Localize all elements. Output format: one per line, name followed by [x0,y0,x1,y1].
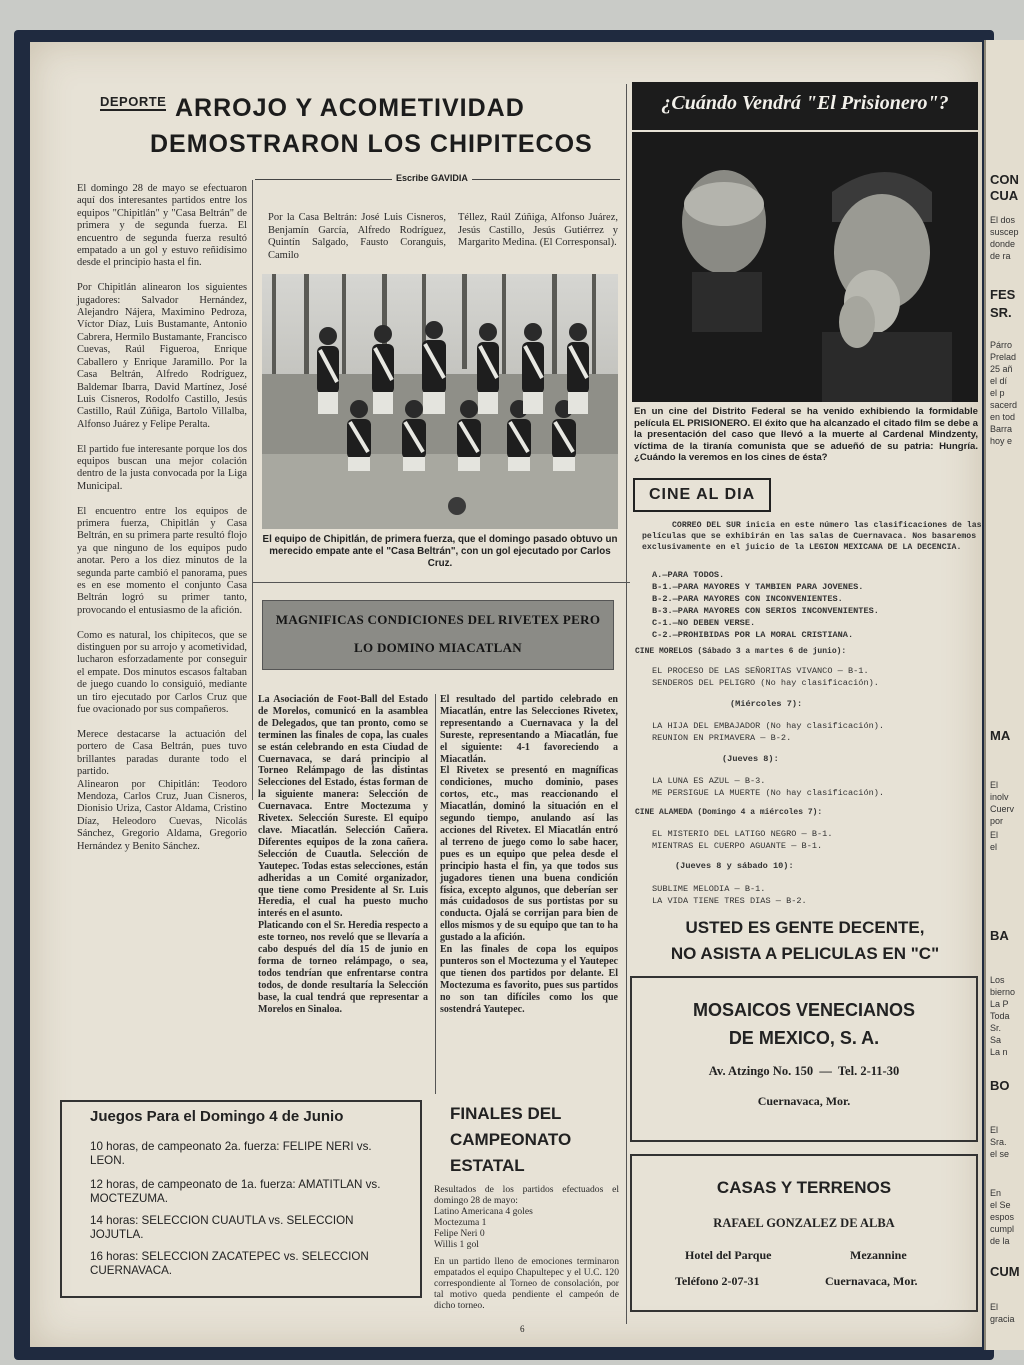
np-text: en tod [990,412,1016,422]
newspaper-page [30,42,982,1347]
np-text: bierno [990,987,1016,997]
ad-casas-mezzanine: Mezannine [850,1248,907,1262]
section-divider [252,582,630,583]
rating-b2: B-2.—PARA MAYORES CON INCONVENIENTES. [652,594,843,604]
slogan-line-2: NO ASISTA A PELICULAS EN "C" [670,944,940,963]
alameda-heading: CINE ALAMEDA (Domingo 4 a miércoles 7): [635,808,823,817]
ad-casas-title: CASAS Y TERRENOS [716,1178,892,1197]
rating-c1: C-1.—NO DEBEN VERSE. [652,618,756,628]
ad-mosaicos-line-2: DE MEXICO, S. A. [728,1028,880,1048]
ad-casas-phone: Teléfono 2-07-31 [675,1274,760,1288]
finales-result-1: Latino Americana 4 goles [434,1206,533,1217]
np-text: suscep [990,227,1019,237]
alameda-film-2: MIENTRAS EL CUERPO AGUANTE — B-1. [652,841,823,851]
np-text: el dí [990,376,1008,386]
schedule-title: Juegos Para el Domingo 4 de Junio [90,1108,344,1125]
finales-intro: Resultados de los partidos efectuados el domingo 28 de mayo: [434,1184,619,1206]
np-text: BA [990,928,1009,943]
morelos-film-5: LA LUNA ES AZUL — B-3. [652,776,766,786]
cine-intro: CORREO DEL SUR inicia en este número las clasificaciones de las películas que se exhibirán en las salas de Cuernavaca. Nos basaremos exclusivamente en el juicio de la LEGION MEXICANA DE LA DECENCIA. [642,521,982,552]
alameda-film-4: LA VIDA TIENE TRES DIAS — B-2. [652,896,807,906]
finales-title-3: ESTATAL [450,1156,525,1175]
np-text: espos [990,1212,1015,1222]
rivetex-headline-2: LO DOMINO MIACATLAN [354,640,522,655]
morelos-film-2: SENDEROS DEL PELIGRO (No hay clasificación). [652,678,879,688]
np-text: gracia [990,1314,1015,1324]
rating-b3: B-3.—PARA MAYORES CON SERIOS INCONVENIENTES. [652,606,879,616]
morelos-heading: CINE MORELOS (Sábado 3 a martes 6 de junio): [635,647,847,656]
np-text: El [990,1302,999,1312]
np-text: Sra. [990,1137,1007,1147]
np-text: La n [990,1047,1008,1057]
np-text: hoy e [990,436,1013,446]
np-text: el se [990,1149,1010,1159]
ad-casas-name: RAFAEL GONZALEZ DE ALBA [713,1216,895,1230]
np-text: Toda [990,1011,1010,1021]
finales-result-2: Moctezuma 1 [434,1217,487,1228]
rivetex-header-box [262,600,614,670]
np-text: El [990,780,999,790]
rivetex-headline-1: MAGNIFICAS CONDICIONES DEL RIVETEX PERO [275,612,601,627]
ad-mosaicos-city: Cuernavaca, Mor. [757,1094,851,1108]
adjacent-page-edge [984,40,1024,1350]
cine-title: CINE AL DIA [633,478,771,512]
headline-line-1: ARROJO Y ACOMETIVIDAD [175,94,525,122]
article-column-1: El domingo 28 de mayo se efectuaron aquí dos interesantes partidos entre los equipos "Chipitlán" y "Casa Beltrán" de primera y de segunda fuerza. El encuentro de segunda fuerza resultó empatado a un gol y estuvo reñidísimo desde el principio hasta el fin. Por Chipitlán alinearon los siguientes jugadores: Salvador Hernández, Alejandro Nájera, Maximino Pedroza, Víctor Díaz, Luis Bustamante, Antonio Cabrera, Hermilo Bustamante, Francisco Cuevas, Raúl Figueroa, Enrique Caballero y Enrique Jaramillo. Por la Casa Beltrán, Alfredo Rodríguez, Baldemar Ibarra, David Martínez, José Luis Cisneros, Rodolfo Castillo, Jesús Castillo, Raúl Zúñiga, Bartolo Villalba, Alfonso Juárez y Felipe Peralta. El partido fue interesante porque los dos equipos buscan una mejor colación dentro de la justa convocada por la Liga Municipal. El encuentro entre los equipos de primera fuerza, Chipitlán y Casa Beltrán, en su primera parte resultó flojo ya que ninguno de los equipos pudo anotar. Pero a los diez minutos de la segunda parte cambió el panorama, pues es en ese momento el conjunto Casa Beltrán logró su primer tanto, provocando el entusiasmo de la afición. Como es natural, los chipitecos, que se distinguen por su arrojo y acometividad, lucharon esforzadamente por conseguir el empate. Dos minutos escasos faltaban de juego cuando lo consiguió, mediante un tiro ejecutado por Carlos Cruz que fue ovacionado por sus compañeros. Merece destacarse la actuación del portero de Casa Beltrán, pues tuvo brillantes paradas durante todo el partido. Alinearon por Chipitlán: Teodoro Mendoza, Carlos Cruz, Juan Cisneros, Dionisio Uriza, Castor Aldama, Cristino Díaz, Heleodoro Cuevas, Nicolás Sánchez, Gregorio Aldama, Gregorio Hernández y Benito Sánchez. [77,183,247,852]
np-text: El dos [990,215,1016,225]
article-column-3: Téllez, Raúl Zúñiga, Alfonso Juárez, Jesús Castillo, Jesús Gutiérrez y Margarito Medina. (El Corresponsal). [458,212,618,249]
ad-mosaicos-line-1: MOSAICOS VENECIANOS [692,1000,916,1020]
np-text: sacerd [990,400,1018,410]
np-text: donde [990,239,1016,249]
rivetex-column-a: La Asociación de Foot-Ball del Estado de Morelos, comunicó en la asamblea de Delegados, que tan pronto, como se terminen las finales de copa, las cuales se están celebrando en esta Ciudad de Cuernavaca, se dará principio al Torneo Relámpago de las distintas Selecciones del Estado, éstas forman de la siguiente manera: Selección de Cuernavaca. Entre Moctezuma y Rivetex. Selección Sureste. El equipo clave. Miacatlán. Selección Cañera. Diferentes equipos de la zona cañera. Selección de Cuautla. Selección de Yautepec. Todas estas selecciones, están adheridas a un Comité organizador, que tiene como Presidente al Sr. Luis Heredia, el cual ha puesto mucho interés en el asunto. Platicando con el Sr. Heredia respecto a este torneo, nos reveló que se llevaría a cabo después del día 15 de junio en forma de torneo relámpago, o sea, todos tendrían que enfrentarse contra todos, de donde resultaría la Selección base, la cual tendrá que representar a Morelos en Sinaloa. [258,694,428,1015]
column-rule-right [626,84,627,1324]
morelos-film-4: REUNION EN PRIMAVERA — B-2. [652,733,792,743]
schedule-item-1: 10 horas, de campeonato 2a. fuerza: FELIPE NERI vs. LEON. [90,1140,372,1167]
rating-b1: B-1.—PARA MAYORES Y TAMBIEN PARA JOVENES. [652,582,864,592]
schedule-item-3: 14 horas: SELECCION CUAUTLA vs. SELECCION JOJUTLA. [90,1214,354,1241]
morelos-film-3: LA HIJA DEL EMBAJADOR (No hay clasificación). [652,721,885,731]
np-text: de la [990,1236,1010,1246]
miercoles-heading: (Miércoles 7): [730,699,803,709]
np-text: Prelad [990,352,1017,362]
np-text: Sa [990,1035,1002,1045]
schedule-item-2: 12 horas, de campeonato de 1a. fuerza: AMATITLAN vs. MOCTEZUMA. [90,1178,381,1205]
np-text: Sr. [990,1023,1002,1033]
np-text: El [990,830,999,840]
alameda-film-1: EL MISTERIO DEL LATIGO NEGRO — B-1. [652,829,833,839]
ad-casas-city: Cuernavaca, Mor. [825,1274,918,1288]
np-text: el [990,842,998,852]
np-text: En [990,1188,1002,1198]
np-text: CUM [990,1264,1020,1279]
schedule-item-4: 16 horas: SELECCION ZACATEPEC vs. SELECCION CUERNAVACA. [90,1250,369,1277]
np-text: FES [990,287,1016,302]
prisionero-caption: En un cine del Distrito Federal se ha venido exhibiendo la formidable película EL PRISIONERO. El éxito que ha alcanzado el citado film se debe a la presentación del caso que llevó a la muerte al Cardenal Mindzenty, víctima de la tiranía comunista que se adueñó de su patria: Hungría. ¿Cuándo la veremos en los cines de ésta? [634,406,978,464]
np-text: BO [990,1078,1010,1093]
rating-a: A.—PARA TODOS. [652,570,725,580]
jueves-heading: (Jueves 8): [722,754,779,764]
prisionero-photo [632,132,978,402]
np-text: Párro [990,340,1013,350]
finales-title-1: FINALES DEL [450,1104,562,1123]
section-tag: DEPORTE [100,94,167,109]
finales-note: En un partido lleno de emociones terminaron empatados el equipo Chapultepec y el U.C. 120 correspondiente al Torneo de consolación, por tal motivo queda pendiente el campeón de dicho torneo. [434,1256,619,1311]
np-text: CUA [990,188,1019,203]
column-rule [435,694,436,1094]
ad-mosaicos-address: Av. Atzingo No. 150 — Tel. 2-11-30 [708,1064,900,1078]
np-text: CON [990,172,1019,187]
finales-result-3: Felipe Neri 0 [434,1228,485,1239]
page-number: 6 [520,1324,525,1334]
np-text: de ra [990,251,1011,261]
morelos-film-1: EL PROCESO DE LAS SEÑORITAS VIVANCO — B-1. [652,666,869,676]
photo-caption: El equipo de Chipitlán, de primera fuerza, que el domingo pasado obtuvo un merecido empate ante el "Casa Beltrán", con un gol ejecutado por Carlos Cruz. [262,534,618,569]
alameda-sub-heading: (Jueves 8 y sábado 10): [675,861,794,871]
np-text: inolv [990,792,1009,802]
slogan-line-1: USTED ES GENTE DECENTE, [685,918,925,937]
np-text: Cuerv [990,804,1015,814]
alameda-film-3: SUBLIME MELODIA — B-1. [652,884,766,894]
team-photo [262,274,618,529]
np-text: el Se [990,1200,1011,1210]
headline-line-2: DEMOSTRARON LOS CHIPITECOS [150,130,593,158]
np-text: La P [990,999,1009,1009]
prisionero-title: ¿Cuándo Vendrá "El Prisionero"? [661,92,949,114]
np-text: Los [990,975,1005,985]
np-text: 25 añ [990,364,1013,374]
rating-c2: C-2.—PROHIBIDAS POR LA MORAL CRISTIANA. [652,630,854,640]
article-column-2: Por la Casa Beltrán: José Luis Cisneros, Benjamín García, Alfredo Rodríguez, Quintín Salgado, Fausto Coranguis, Camilo [268,212,446,261]
np-text: el p [990,388,1005,398]
np-text: cumpl [990,1224,1015,1234]
np-text: Barra [990,424,1013,434]
ad-casas-hotel: Hotel del Parque [685,1248,772,1262]
finales-result-4: Willis 1 gol [434,1239,479,1250]
byline: Escribe GAVIDIA [392,173,472,183]
finales-title-2: CAMPEONATO [450,1130,572,1149]
rivetex-column-b: El resultado del partido celebrado en Miacatlán, entre las Selecciones Rivetex, representando a Cuernavaca y la del Sureste, representando a Miacatlán, fue el siguiente: 4-1 favoreciendo a Miacatlán. El Rivetex se presentó en magníficas condiciones, mucho dominio, pases cortos, etc., mas reaccionando el Miacatlán, dominó la situación en el segundo tiempo, anulando así las acciones del Rivetex. El Miacatlán entró al terreno de juego como lo sabe hacer, pues es un equipo que pelea desde el principio hasta el fin, ya que todos sus jugadores tienen una buena condición física, excepto algunos, que deberían ser más cuidadosos de sus portistas por su conducta. Ojalá se corrijan para bien de ellos mismos y de su equipo que tan to ha gustado a la afición. En las finales de copa los equipos punteros son el Moctezuma y el Yautepec que tienen dos partidos por delante. El Moctezuma es favorito, pues sus partidos no son tan difíciles como los que sostendrá Yautepec. [440,694,618,1015]
np-text: SR. [990,305,1012,320]
np-text: MA [990,728,1011,743]
morelos-film-6: ME PERSIGUE LA MUERTE (No hay clasificación). [652,788,885,798]
np-text: El [990,1125,999,1135]
np-text: por [990,816,1004,826]
column-rule [252,180,253,800]
